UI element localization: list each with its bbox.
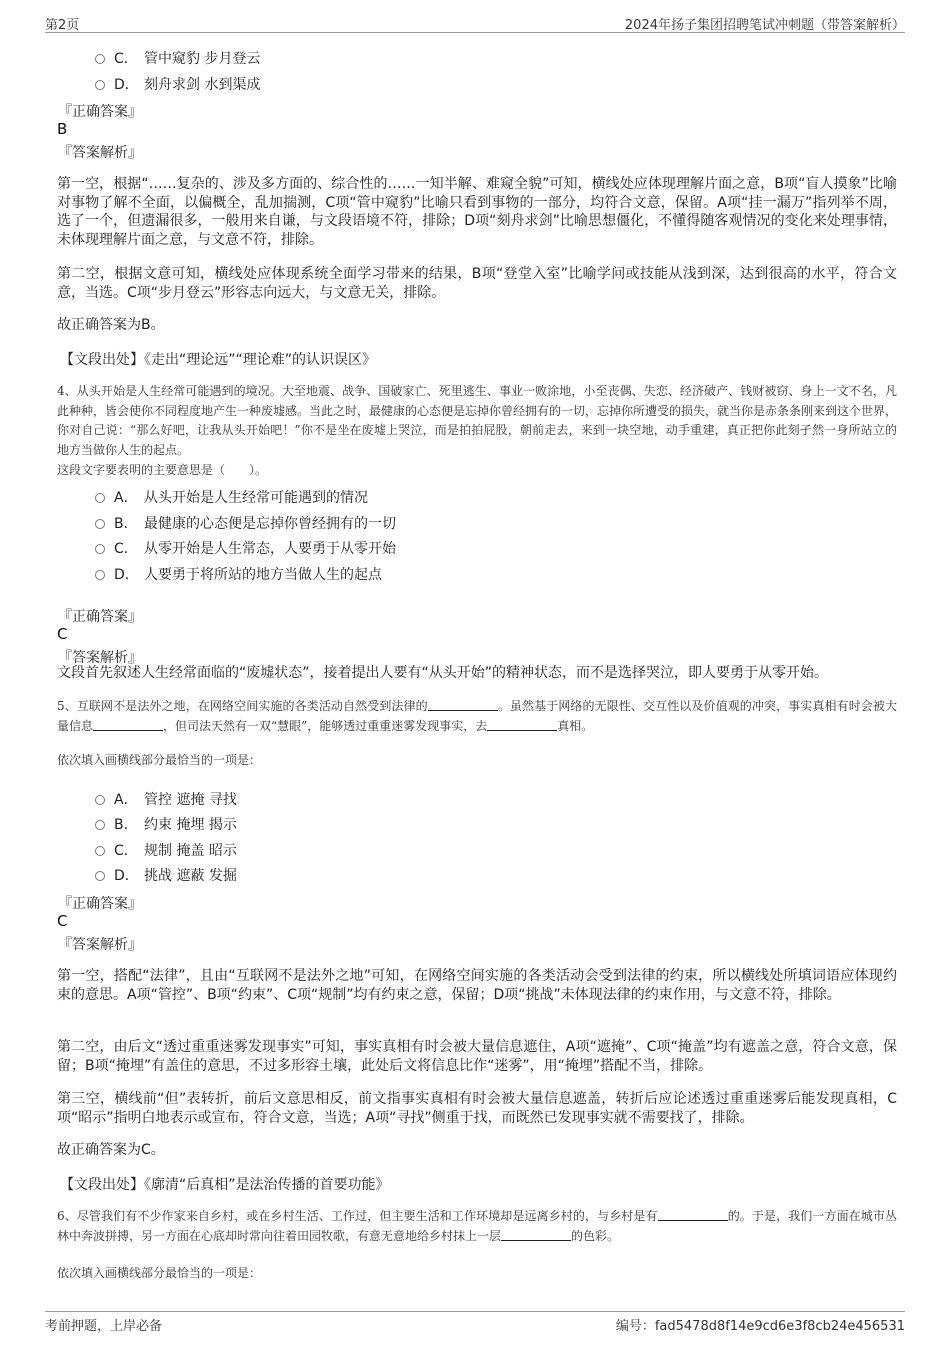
page-number: 第2页: [45, 18, 80, 33]
radio-icon[interactable]: [95, 871, 105, 881]
radio-icon[interactable]: [95, 80, 105, 90]
fill-blank-2: [93, 718, 163, 731]
radio-icon[interactable]: [95, 519, 105, 529]
q3-option-c[interactable]: C． 管中窥豹 步月登云: [95, 48, 260, 68]
q3-conclusion: 故正确答案为B。: [57, 317, 165, 333]
fill-blank-3: [487, 718, 557, 731]
q5-prompt: 依次填入画横线部分最恰当的一项是：: [57, 753, 262, 767]
fill-blank-2: [501, 1228, 571, 1241]
q3-analysis-label: 『答案解析』: [58, 145, 142, 161]
q5-option-b[interactable]: B． 约束 掩埋 揭示: [95, 814, 237, 834]
radio-icon[interactable]: [95, 544, 105, 554]
q5-analysis-para-2: 第二空，由后文“透过重重迷雾发现事实”可知，事实真相有时会被大量信息遮住，A项“遮掩”、C项“掩盖”均有遮盖之意，符合文意，保留；B项“掩埋”有盖住的意思，不过多形容土壤，此处后文将信息比作“迷雾”，用“掩埋”搭配不当，排除。: [57, 1039, 897, 1074]
q4-prompt: 这段文字要表明的主要意思是（ ）。: [57, 463, 268, 477]
q5-answer: C: [57, 912, 68, 930]
q4-answer: C: [57, 625, 68, 643]
q3-analysis-para-1: 第一空，根据“……复杂的、涉及多方面的、综合性的……一知半解、难窥全貌”可知，横线处应体现理解片面之意，B项“盲人摸象”比喻对事物了解不全面，以偏概全，乱加揣测，C项“管中窥豹”比喻只看到事物的一部分，均符合文意，保留。A项“挂一漏万”指列举不周，选了一个，但遗漏很多，一般用来自谦，与文段语境不符，排除；D项“刻舟求剑”比喻思想僵化，不懂得随客观情况的变化来处理事情，未体现理解片面之意，与文意不符，排除。: [57, 176, 897, 248]
q6-stem: 6、尽管我们有不少作家来自乡村，或在乡村生活、工作过，但主要生活和工作环境却是远离乡村的，与乡村是有 的。于是，我们一方面在城市丛林中奔波拼搏，另一方面在心底却时常向往着田园牧歌，有意无意地给乡村抹上一层 的色彩。: [57, 1209, 897, 1243]
q5-analysis-label: 『答案解析』: [58, 937, 142, 953]
q4-analysis: 文段首先叙述人生经常面临的“废墟状态”，接着提出人要有“从头开始”的精神状态，而不是选择哭泣，即人要勇于从零开始。: [57, 665, 829, 681]
fill-blank-1: [658, 1208, 728, 1221]
fill-blank-1: [428, 698, 498, 711]
q4-option-b[interactable]: B． 最健康的心态便是忘掉你曾经拥有的一切: [95, 513, 396, 533]
radio-icon[interactable]: [95, 846, 105, 856]
q5-analysis-para-3: 第三空，横线前“但”表转折，前后文意思相反，前文指事实真相有时会被大量信息遮盖，转折后应论述透过重重迷雾后能发现真相，C项“昭示”指明白地表示或宣布，符合文意，当选；A项“寻找”侧重于找，而既然已发现事实就不需要找了，排除。: [57, 1091, 897, 1126]
q3-option-d[interactable]: D． 刻舟求剑 水到渠成: [95, 74, 260, 94]
q5-conclusion: 故正确答案为C。: [57, 1142, 165, 1158]
q3-analysis-para-2: 第二空，根据文意可知，横线处应体现系统全面学习带来的结果，B项“登堂入室”比喻学问或技能从浅到深，达到很高的水平，符合文意，当选。C项“步月登云”形容志向远大，与文意无关，排除。: [57, 266, 897, 301]
q4-option-d[interactable]: D． 人要勇于将所站的地方当做人生的起点: [95, 564, 382, 584]
q5-option-a[interactable]: A． 管控 遮掩 寻找: [95, 789, 237, 809]
q5-source: 【文段出处】《廓清“后真相”是法治传播的首要功能》: [60, 1177, 390, 1193]
q5-option-d[interactable]: D． 挑战 遮蔽 发掘: [95, 865, 237, 885]
page-header: [45, 14, 905, 33]
footer-slogan: 考前押题，上岸必备: [45, 1319, 163, 1334]
q5-answer-label: 『正确答案』: [58, 896, 142, 912]
document-code: 编号：fad5478d8f14e9cd6e3f8cb24e456531: [615, 1319, 905, 1334]
q5-analysis-para-1: 第一空，搭配“法律”，且由“互联网不是法外之地”可知，在网络空间实施的各类活动会受到法律的约束，所以横线处所填词语应体现约束的意思。A项“管控”、B项“约束”、C项“规制”均有约束之意，保留；D项“挑战”未体现法律的约束作用，与文意不符，排除。: [57, 968, 897, 1003]
q4-answer-label: 『正确答案』: [58, 609, 142, 625]
q4-option-a[interactable]: A． 从头开始是人生经常可能遇到的情况: [95, 487, 368, 507]
q6-prompt: 依次填入画横线部分最恰当的一项是：: [57, 1266, 262, 1280]
q5-option-c[interactable]: C． 规制 掩盖 昭示: [95, 840, 237, 860]
radio-icon[interactable]: [95, 54, 105, 64]
q3-answer-label: 『正确答案』: [58, 104, 142, 120]
radio-icon[interactable]: [95, 493, 105, 503]
q4-option-c[interactable]: C． 从零开始是人生常态，人要勇于从零开始: [95, 538, 396, 558]
radio-icon[interactable]: [95, 820, 105, 830]
q5-stem: 5、互联网不是法外之地，在网络空间实施的各类活动自然受到法律的 。虽然基于网络的无限性、交互性以及价值观的冲突，事实真相有时会被大量信息 ，但司法天然有一双“慧眼”，能够透过重重迷雾发现事实，去 真相。: [57, 699, 897, 733]
q4-stem: 4、从头开始是人生经常可能遇到的境况。大至地震、战争、国破家亡、死里逃生、事业一败涂地，小至丧偶、失恋、经济破产、钱财被窃、身上一文不名，凡此种种，皆会使你不同程度地产生一种废墟感。当此之时，最健康的心态便是忘掉你曾经拥有的一切，忘掉你所遭受的损失，就当你是赤条条刚来到这个世界，你对自己说：“那么好吧，让我从头开始吧！”你不是坐在废墟上哭泣，而是拍拍屁股，朝前走去，来到一块空地，动手重建，真正把你此刻孑然一身所站立的地方当做你人生的起点。: [57, 384, 898, 457]
q3-source: 【文段出处】《走出“理论远”“理论难”的认识误区》: [60, 352, 377, 368]
document-title: 2024年扬子集团招聘笔试冲刺题（带答案解析）: [624, 18, 905, 33]
radio-icon[interactable]: [95, 795, 105, 805]
radio-icon[interactable]: [95, 570, 105, 580]
page-footer: [45, 1311, 905, 1334]
q4-analysis-label: 『答案解析』: [58, 650, 142, 666]
q3-answer: B: [57, 120, 68, 138]
